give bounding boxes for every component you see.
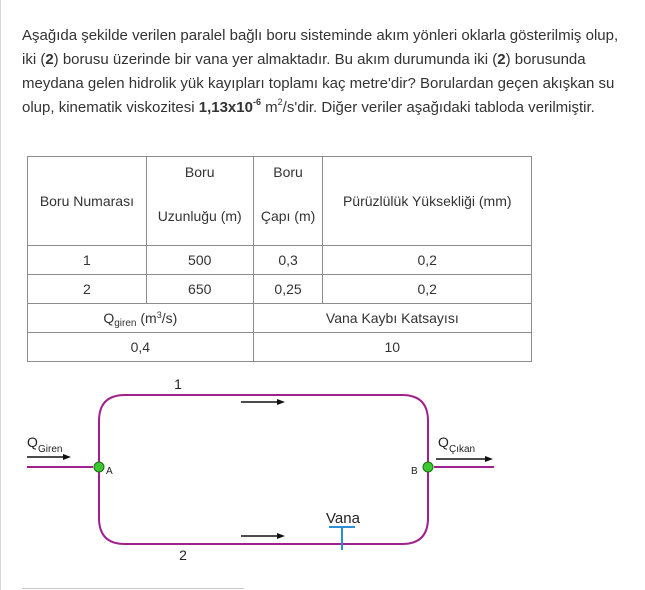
pipe2-label: 2	[179, 547, 187, 563]
node-b-label: B	[411, 466, 418, 477]
table-row-labels	[28, 304, 532, 333]
header-diameter-line1: Boru	[253, 157, 323, 188]
valve-icon	[329, 527, 355, 550]
table-row-values	[28, 333, 532, 362]
header-length-line2: Uzunluğu (m)	[146, 187, 253, 246]
q-out-label	[438, 434, 475, 455]
node-b	[423, 462, 433, 472]
valve-label: Vana	[326, 510, 360, 527]
cell-diameter: 0,3	[253, 246, 323, 275]
cell-length: 650	[146, 275, 253, 304]
flow-arrow-pipe1	[241, 399, 285, 405]
flow-arrow-outlet	[436, 456, 493, 462]
svg-text:Çıkan: Çıkan	[449, 444, 476, 455]
header-roughness: Pürüzlülük Yüksekliği (mm)	[323, 157, 532, 246]
cell-roughness: 0,2	[323, 275, 532, 304]
flow-arrow-pipe2	[241, 533, 285, 539]
cell-roughness: 0,2	[323, 246, 532, 275]
cell-pipe-no: 2	[28, 275, 147, 304]
cell-valve-value: 10	[253, 333, 531, 362]
header-diameter-line2: Çapı (m)	[253, 187, 323, 246]
cell-length: 500	[146, 246, 253, 275]
table-header-row	[28, 157, 532, 188]
cell-q-label: $Q_{giren}$ $(m^3/s)$	[28, 304, 254, 333]
table-row	[28, 275, 532, 304]
question-text: Aşağıda şekilde verilen paralel bağlı boru sisteminde akım yönleri oklarla gösterilmiş olup, iki (2) borusu üzerinde bir vana yer almaktadır. Bu akım durumunda iki (2) borusunda meydana gelen hidrolik yük kayıpları toplamı kaç metre'dir? Borulardan geçen akışkan su olup, kinematik viskozitesi $1,13x10^{-6}$ $m^2/s'dir$. Diğer veriler aşağıdaki tabloda verilmiştir.	[22, 27, 619, 116]
cell-q-value: 0,4	[28, 333, 254, 362]
node-a-label: A	[106, 466, 113, 477]
node-a	[94, 462, 104, 472]
pipe-loop	[99, 395, 428, 544]
svg-text:Q: Q	[438, 434, 449, 450]
cell-valve-label: Vana Kaybı Katsayısı	[253, 304, 531, 333]
q-in-label	[27, 434, 62, 455]
svg-text:Q: Q	[27, 434, 38, 450]
svg-text:Giren: Giren	[38, 444, 63, 455]
bottom-divider	[22, 588, 244, 589]
header-length-line1: Boru	[146, 157, 253, 188]
pipe-network-diagram	[0, 360, 645, 590]
pipe1-label: 1	[174, 376, 182, 392]
table-row	[28, 246, 532, 275]
cell-diameter: 0,25	[253, 275, 323, 304]
cell-pipe-no: 1	[28, 246, 147, 275]
data-table	[27, 156, 532, 362]
header-pipe-number: Boru Numarası	[28, 157, 147, 246]
